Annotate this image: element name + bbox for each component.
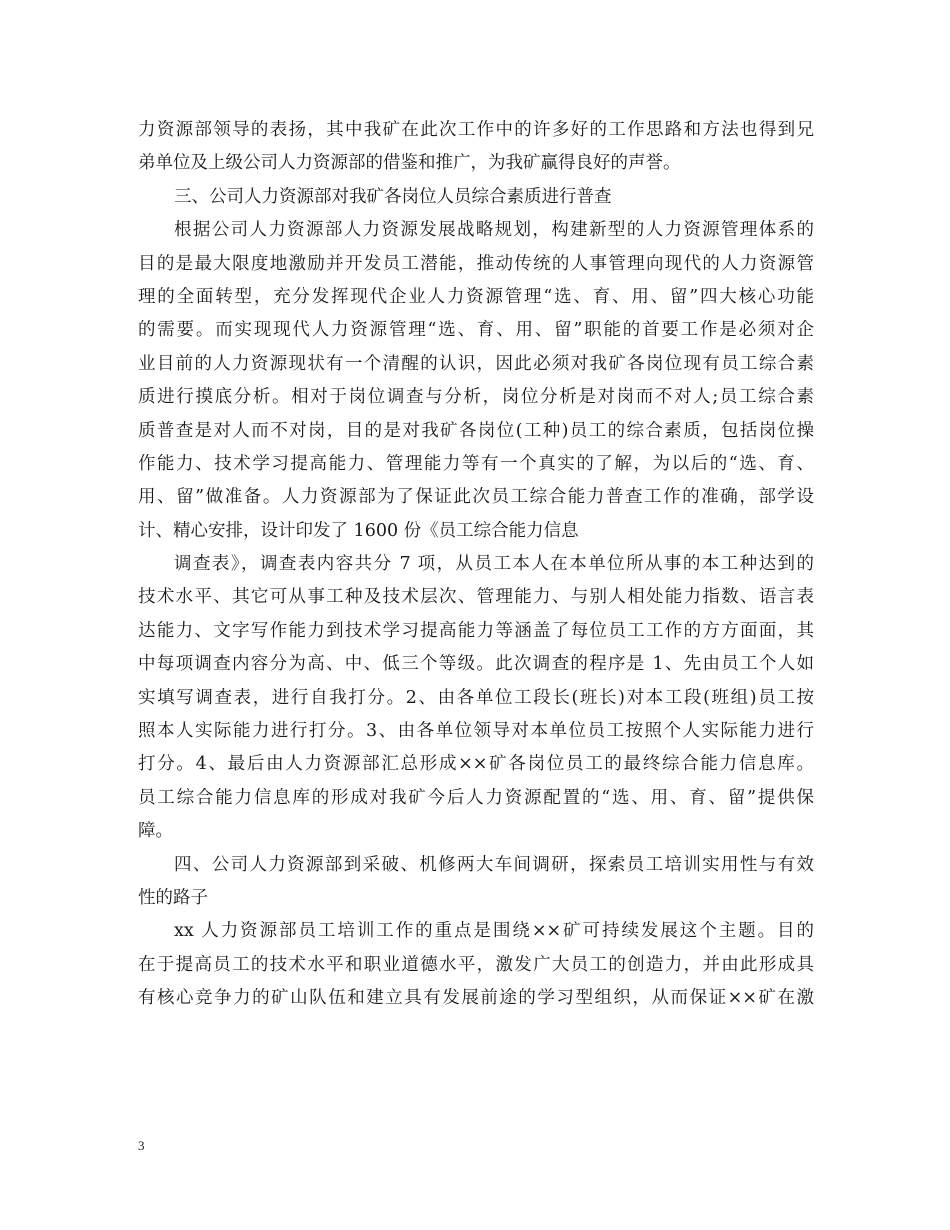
text-line: 作能力、技术学习提高能力、管理能力等有一个真实的了解，为以后的“选、育、 — [138, 453, 814, 474]
text-line: 性的路子 — [138, 887, 208, 908]
text-line: 在于提高员工的技术水平和职业道德水平，激发广大员工的创造力，并由此形成具 — [138, 954, 814, 975]
text-line: 打分。4、最后由人力资源部汇总形成××矿各岗位员工的最终综合能力信息库。 — [138, 754, 814, 775]
text-line: 有核心竞争力的矿山队伍和建立具有发展前途的学习型组织，从而保证××矿在激 — [138, 988, 814, 1009]
text-line: 计、精心安排，设计印发了 1600 份《员工综合能力信息 — [138, 520, 579, 541]
text-line: 调查表》，调查表内容共分 7 项，从员工本人在本单位所从事的本工种达到的 — [174, 554, 814, 575]
text-line: 照本人实际能力进行打分。3、由各单位领导对本单位员工按照个人实际能力进行 — [138, 721, 814, 742]
text-line: 四、公司人力资源部到采破、机修两大车间调研，探索员工培训实用性与有效 — [174, 854, 814, 875]
text-line: 业目前的人力资源现状有一个清醒的认识，因此必须对我矿各岗位现有员工综合素 — [138, 353, 814, 374]
text-line: 质进行摸底分析。相对于岗位调查与分析，岗位分析是对岗而不对人;员工综合素 — [138, 387, 814, 408]
text-line: 实填写调查表，进行自我打分。2、由各单位工段长(班长)对本工段(班组)员工按 — [138, 687, 814, 708]
text-line: 质普查是对人而不对岗，目的是对我矿各岗位(工种)员工的综合素质，包括岗位操 — [138, 420, 814, 441]
text-line: 用、留”做准备。人力资源部为了保证此次员工综合能力普查工作的准确，部学设 — [138, 487, 814, 508]
text-line: 三、公司人力资源部对我矿各岗位人员综合素质进行普查 — [174, 186, 612, 207]
text-line: 理的全面转型，充分发挥现代企业人力资源管理“选、育、用、留”四大核心功能 — [138, 286, 814, 307]
text-line: 达能力、文字写作能力到技术学习提高能力等涵盖了每位员工工作的方方面面，其 — [138, 620, 814, 641]
text-line: 员工综合能力信息库的形成对我矿今后人力资源配置的“选、用、育、留”提供保 — [138, 787, 814, 808]
text-line: 弟单位及上级公司人力资源部的借鉴和推广，为我矿赢得良好的声誉。 — [138, 153, 681, 174]
page-number: 3 — [138, 1138, 145, 1153]
text-line: 根据公司人力资源部人力资源发展战略规划，构建新型的人力资源管理体系的 — [174, 220, 814, 241]
text-line: 的需要。而实现现代人力资源管理“选、育、用、留”职能的首要工作是必须对企 — [138, 320, 814, 341]
text-line: 力资源部领导的表扬，其中我矿在此次工作中的许多好的工作思路和方法也得到兄 — [138, 120, 814, 140]
text-line: 中每项调查内容分为高、中、低三个等级。此次调查的程序是 1、先由员工个人如 — [138, 654, 814, 675]
text-line: 技术水平、其它可从事工种及技术层次、管理能力、与别人相处能力指数、语言表 — [138, 587, 814, 608]
text-line: xx 人力资源部员工培训工作的重点是围绕××矿可持续发展这个主题。目的 — [174, 921, 814, 942]
text-line: 障。 — [138, 821, 173, 842]
document-body — [138, 114, 814, 1016]
text-line: 目的是最大限度地激励并开发员工潜能，推动传统的人事管理向现代的人力资源管 — [138, 253, 814, 274]
